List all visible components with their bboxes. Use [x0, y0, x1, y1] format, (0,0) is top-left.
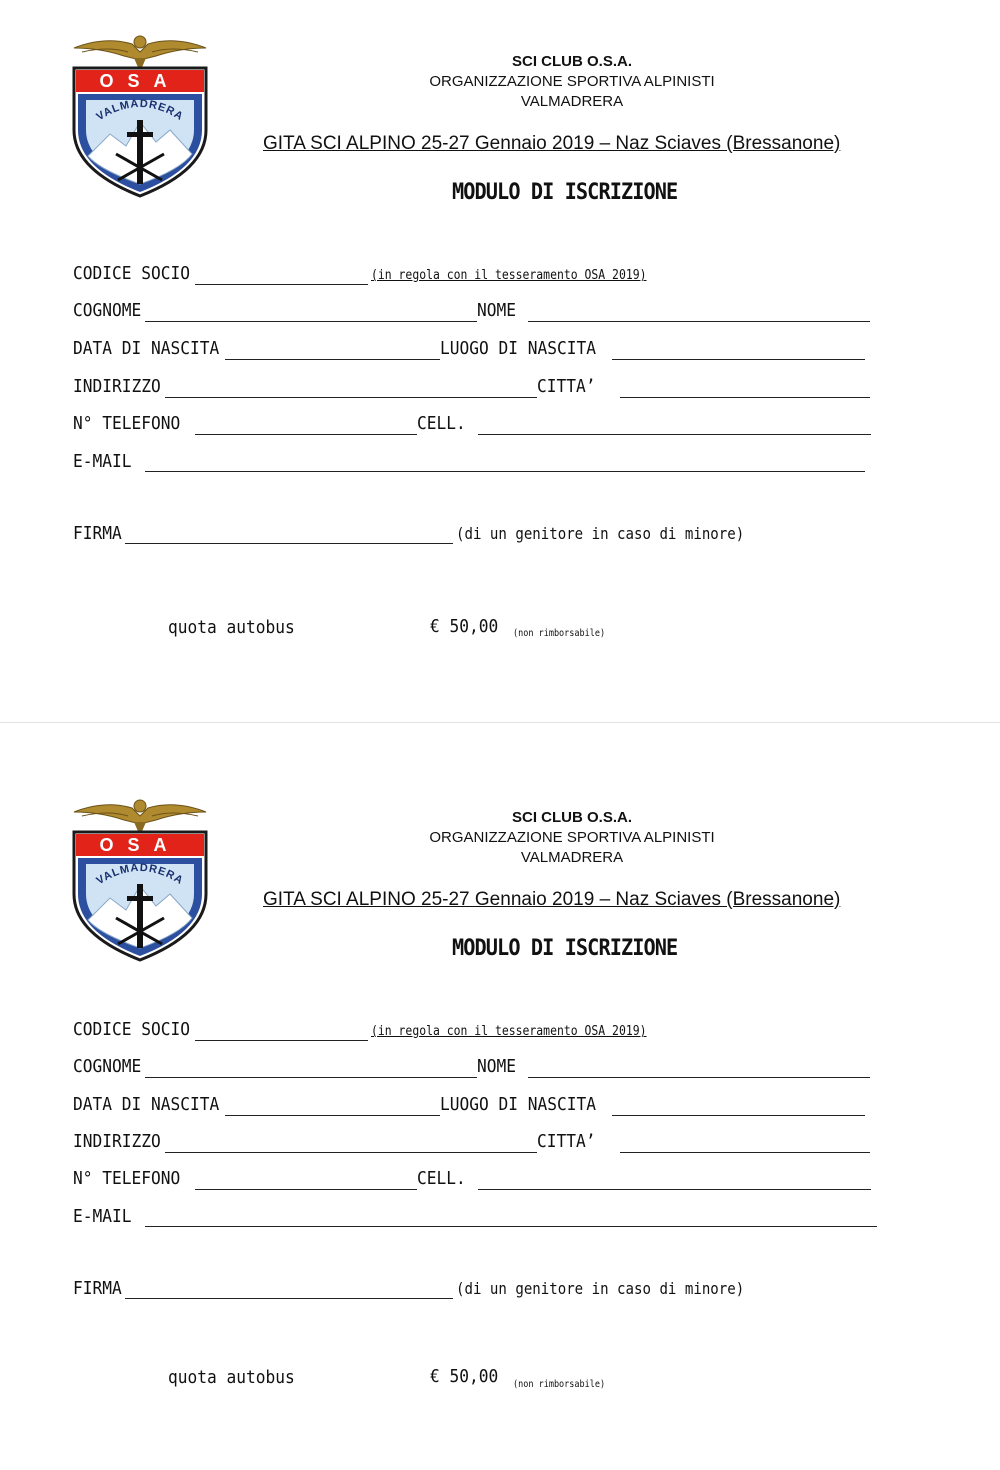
email-label: E-MAIL: [73, 1206, 132, 1227]
fee-label: quota autobus: [168, 1367, 295, 1388]
trip-title: GITA SCI ALPINO 25-27 Gennaio 2019 – Naz Sciaves (Bressanone): [263, 133, 841, 154]
firma-field[interactable]: [125, 1298, 453, 1299]
nome-field[interactable]: [528, 1077, 870, 1078]
club-name: SCI CLUB O.S.A.: [511, 53, 632, 70]
org-city: VALMADRERA: [520, 849, 624, 866]
fee-label: quota autobus: [168, 617, 295, 638]
club-header: [402, 808, 742, 868]
email-label: E-MAIL: [73, 451, 132, 472]
telefono-label: N° TELEFONO: [73, 413, 181, 434]
cognome-label: COGNOME: [73, 300, 142, 321]
firma-field[interactable]: [125, 543, 453, 544]
citta-field[interactable]: [620, 397, 870, 398]
telefono-label: N° TELEFONO: [73, 1168, 181, 1189]
registration-form-2: [0, 770, 1000, 1470]
codice-socio-label: CODICE SOCIO: [73, 1019, 191, 1040]
osa-logo: [70, 30, 210, 200]
cell-field[interactable]: [478, 1189, 871, 1190]
firma-label: FIRMA: [73, 523, 122, 544]
luogo-nascita-label: LUOGO DI NASCITA: [440, 338, 597, 359]
citta-label: CITTA’: [537, 1131, 596, 1152]
data-nascita-label: DATA DI NASCITA: [73, 338, 220, 359]
page-divider: [0, 722, 1000, 723]
indirizzo-field[interactable]: [165, 397, 537, 398]
org-name: ORGANIZZAZIONE SPORTIVA ALPINISTI: [429, 829, 715, 846]
codice-socio-note: (in regola con il tesseramento OSA 2019): [371, 268, 647, 283]
telefono-field[interactable]: [195, 434, 417, 435]
fee-note: (non rimborsabile): [513, 1379, 606, 1390]
org-city: VALMADRERA: [520, 93, 624, 110]
fee-amount: € 50,00: [430, 1366, 499, 1387]
firma-note: (di un genitore in caso di minore): [456, 524, 745, 543]
osa-logo: [70, 794, 210, 964]
org-name: ORGANIZZAZIONE SPORTIVA ALPINISTI: [429, 73, 715, 90]
logo-band-text: OSA: [99, 71, 181, 91]
form-title: MODULO DI ISCRIZIONE: [452, 936, 678, 961]
fee-amount: € 50,00: [430, 616, 499, 637]
fee-note: (non rimborsabile): [513, 628, 606, 639]
club-header: [402, 52, 742, 112]
cognome-label: COGNOME: [73, 1056, 142, 1077]
email-field[interactable]: [145, 1226, 877, 1227]
cell-label: CELL.: [417, 1168, 466, 1189]
luogo-nascita-field[interactable]: [612, 359, 865, 360]
cognome-field[interactable]: [145, 321, 477, 322]
indirizzo-label: INDIRIZZO: [73, 1131, 161, 1152]
citta-label: CITTA’: [537, 376, 596, 397]
codice-socio-note: (in regola con il tesseramento OSA 2019): [371, 1024, 647, 1039]
indirizzo-label: INDIRIZZO: [73, 376, 161, 397]
telefono-field[interactable]: [195, 1189, 417, 1190]
logo-arc-text: VALMADRERA: [94, 861, 186, 888]
firma-label: FIRMA: [73, 1278, 122, 1299]
form-title: MODULO DI ISCRIZIONE: [452, 180, 678, 205]
cell-label: CELL.: [417, 413, 466, 434]
club-name: SCI CLUB O.S.A.: [511, 809, 632, 826]
data-nascita-field[interactable]: [225, 359, 440, 360]
codice-socio-field[interactable]: [195, 284, 368, 285]
logo-band-text: OSA: [99, 835, 181, 855]
data-nascita-field[interactable]: [225, 1115, 440, 1116]
cell-field[interactable]: [478, 434, 871, 435]
luogo-nascita-field[interactable]: [612, 1115, 865, 1116]
codice-socio-label: CODICE SOCIO: [73, 263, 191, 284]
logo-arc-text: VALMADRERA: [94, 97, 186, 124]
nome-label: NOME: [477, 300, 517, 321]
nome-label: NOME: [477, 1056, 517, 1077]
registration-form-1: [0, 0, 1000, 700]
codice-socio-field[interactable]: [195, 1040, 368, 1041]
firma-note: (di un genitore in caso di minore): [456, 1279, 745, 1298]
cognome-field[interactable]: [145, 1077, 477, 1078]
trip-title: GITA SCI ALPINO 25-27 Gennaio 2019 – Naz Sciaves (Bressanone): [263, 889, 841, 910]
email-field[interactable]: [145, 471, 865, 472]
luogo-nascita-label: LUOGO DI NASCITA: [440, 1094, 597, 1115]
indirizzo-field[interactable]: [165, 1152, 537, 1153]
data-nascita-label: DATA DI NASCITA: [73, 1094, 220, 1115]
citta-field[interactable]: [620, 1152, 870, 1153]
nome-field[interactable]: [528, 321, 870, 322]
